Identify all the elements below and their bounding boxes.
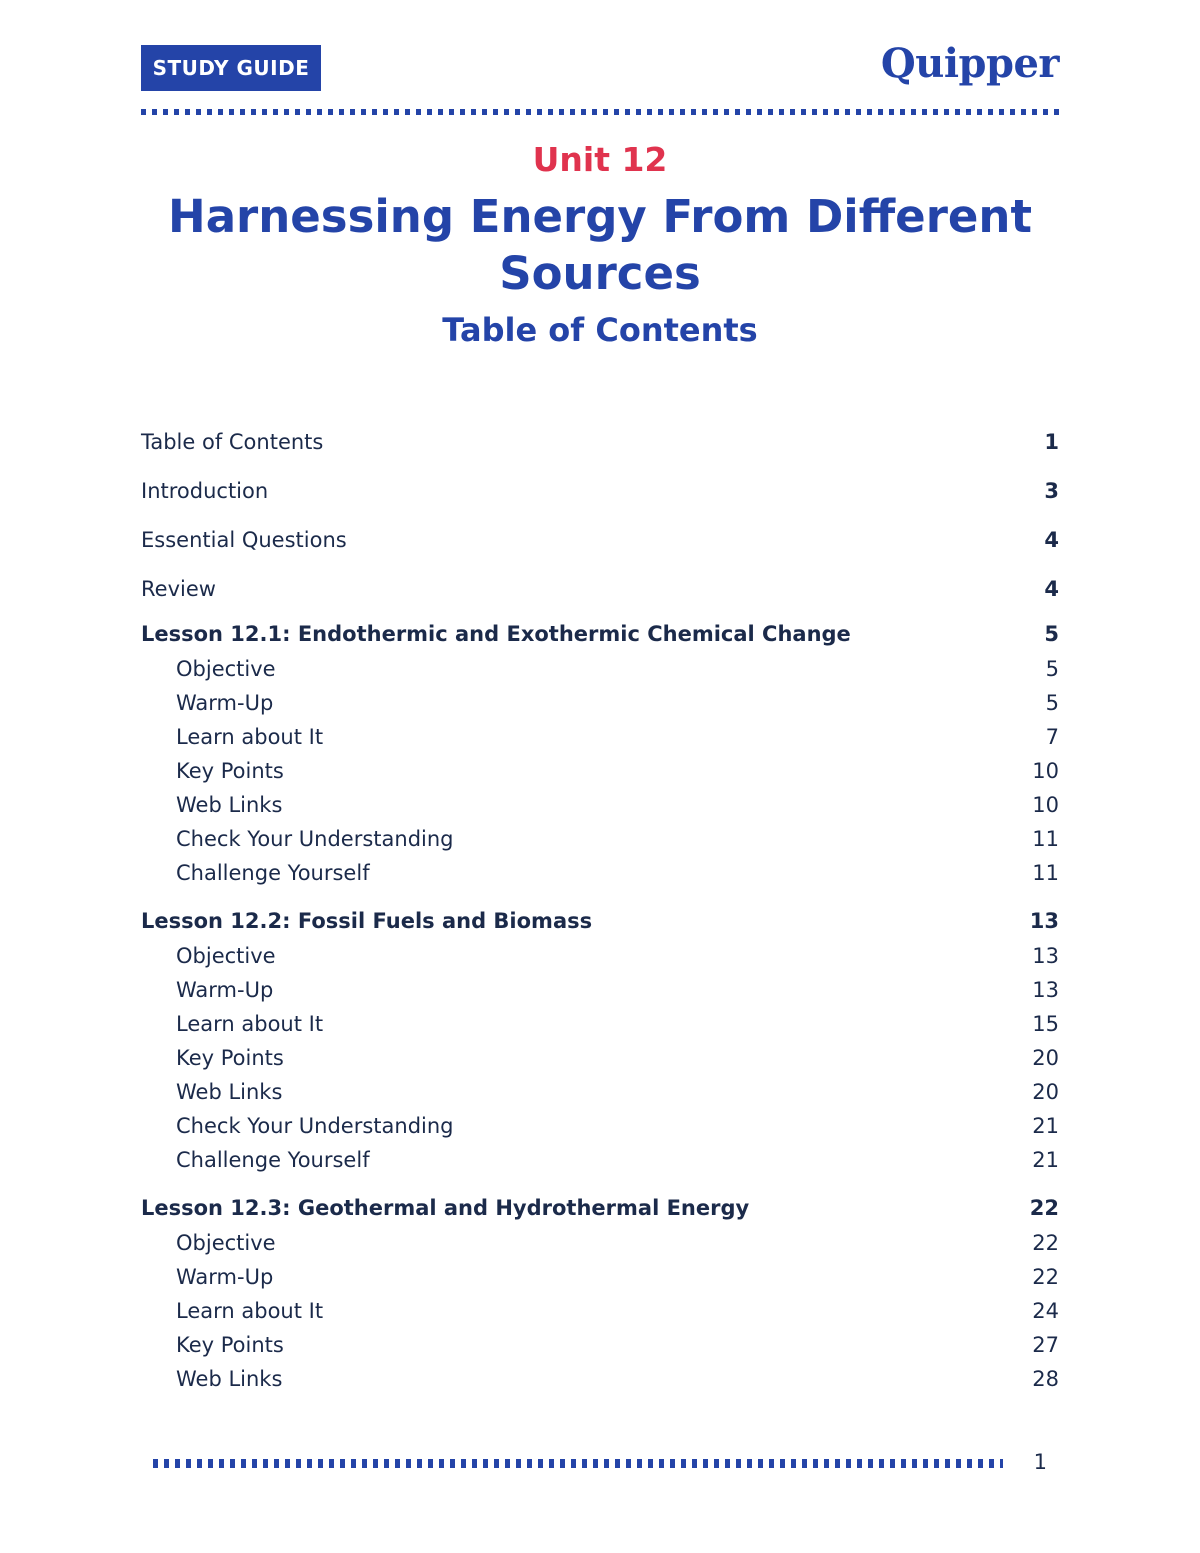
toc-subentry-page: 22 bbox=[1032, 1265, 1059, 1289]
toc-subentry[interactable] bbox=[141, 825, 1059, 859]
toc-subentry[interactable] bbox=[141, 1078, 1059, 1112]
toc-subentry[interactable] bbox=[141, 791, 1059, 825]
toc-subentry-label: Learn about It bbox=[176, 1299, 324, 1323]
toc-subentry-label: Check Your Understanding bbox=[176, 1114, 454, 1138]
toc-subentry-label: Warm-Up bbox=[176, 1265, 274, 1289]
quipper-logo: Quipper bbox=[880, 40, 1059, 87]
toc-subentry[interactable] bbox=[141, 859, 1059, 893]
toc-subentry-label: Challenge Yourself bbox=[176, 1148, 370, 1172]
table-of-contents bbox=[141, 424, 1059, 1399]
toc-subentry[interactable] bbox=[141, 1044, 1059, 1078]
toc-subentry[interactable] bbox=[141, 689, 1059, 723]
page-title: Harnessing Energy From Different Sources bbox=[168, 190, 1032, 300]
toc-lesson-page: 5 bbox=[1044, 622, 1059, 646]
toc-subentry-page: 22 bbox=[1032, 1231, 1059, 1255]
toc-subentry[interactable] bbox=[141, 1010, 1059, 1044]
toc-entry-label: Essential Questions bbox=[141, 528, 347, 552]
toc-subentry[interactable] bbox=[141, 1112, 1059, 1146]
toc-entry-page: 4 bbox=[1044, 528, 1059, 552]
toc-subentry-label: Key Points bbox=[176, 1333, 284, 1357]
toc-subentry-page: 5 bbox=[1045, 691, 1059, 715]
toc-lesson-label: Lesson 12.3: Geothermal and Hydrothermal Energy bbox=[141, 1196, 750, 1220]
toc-entry[interactable] bbox=[141, 424, 1059, 473]
toc-subentry[interactable] bbox=[141, 1146, 1059, 1180]
toc-subentry-page: 15 bbox=[1032, 1012, 1059, 1036]
toc-lesson-page: 22 bbox=[1029, 1196, 1059, 1220]
toc-entry[interactable] bbox=[141, 473, 1059, 522]
study-guide-badge: STUDY GUIDE bbox=[141, 45, 321, 91]
toc-subentry[interactable] bbox=[141, 1297, 1059, 1331]
toc-subentry-page: 5 bbox=[1045, 657, 1059, 681]
toc-subentry[interactable] bbox=[141, 757, 1059, 791]
toc-entry-label: Table of Contents bbox=[141, 430, 324, 454]
toc-subentry-label: Web Links bbox=[176, 793, 283, 817]
toc-subentry[interactable] bbox=[141, 1331, 1059, 1365]
top-dotted-divider bbox=[141, 109, 1059, 115]
toc-lesson-12-3[interactable] bbox=[141, 1194, 1059, 1229]
toc-subentry[interactable] bbox=[141, 942, 1059, 976]
toc-subentry-page: 21 bbox=[1032, 1148, 1059, 1172]
toc-subentry-label: Check Your Understanding bbox=[176, 827, 454, 851]
toc-subentry-label: Objective bbox=[176, 657, 276, 681]
toc-subentry-label: Warm-Up bbox=[176, 691, 274, 715]
toc-entry[interactable] bbox=[141, 571, 1059, 620]
toc-subentry-page: 20 bbox=[1032, 1080, 1059, 1104]
toc-subentry-page: 10 bbox=[1032, 793, 1059, 817]
toc-subentry-label: Web Links bbox=[176, 1080, 283, 1104]
toc-subentry-page: 27 bbox=[1032, 1333, 1059, 1357]
toc-lesson-page: 13 bbox=[1029, 909, 1059, 933]
toc-entry[interactable] bbox=[141, 522, 1059, 571]
toc-subentry[interactable] bbox=[141, 1365, 1059, 1399]
toc-subentry-page: 11 bbox=[1032, 861, 1059, 885]
toc-entry-label: Review bbox=[141, 577, 216, 601]
toc-subentry-page: 28 bbox=[1032, 1367, 1059, 1391]
toc-subentry-page: 24 bbox=[1032, 1299, 1059, 1323]
toc-subentry-label: Web Links bbox=[176, 1367, 283, 1391]
toc-subentry-page: 10 bbox=[1032, 759, 1059, 783]
toc-subentry-label: Challenge Yourself bbox=[176, 861, 370, 885]
toc-lesson-label: Lesson 12.2: Fossil Fuels and Biomass bbox=[141, 909, 593, 933]
bottom-dotted-divider bbox=[153, 1459, 1003, 1468]
toc-subentry[interactable] bbox=[141, 1263, 1059, 1297]
toc-subentry-page: 20 bbox=[1032, 1046, 1059, 1070]
toc-subentry[interactable] bbox=[141, 976, 1059, 1010]
toc-heading: Table of Contents bbox=[442, 311, 758, 349]
toc-lesson-12-2[interactable] bbox=[141, 907, 1059, 942]
unit-label: Unit 12 bbox=[532, 140, 668, 179]
toc-subentry-label: Objective bbox=[176, 1231, 276, 1255]
toc-entry-page: 4 bbox=[1044, 577, 1059, 601]
toc-subentry[interactable] bbox=[141, 655, 1059, 689]
toc-subentry-page: 11 bbox=[1032, 827, 1059, 851]
toc-lesson-label: Lesson 12.1: Endothermic and Exothermic Chemical Change bbox=[141, 622, 851, 646]
toc-subentry-page: 13 bbox=[1032, 944, 1059, 968]
toc-subentry-page: 13 bbox=[1032, 978, 1059, 1002]
toc-subentry-page: 21 bbox=[1032, 1114, 1059, 1138]
toc-subentry[interactable] bbox=[141, 1229, 1059, 1263]
toc-subentry[interactable] bbox=[141, 723, 1059, 757]
toc-subentry-page: 7 bbox=[1045, 725, 1059, 749]
toc-entry-page: 3 bbox=[1044, 479, 1059, 503]
toc-subentry-label: Learn about It bbox=[176, 1012, 324, 1036]
page-number: 1 bbox=[1033, 1450, 1047, 1474]
toc-subentry-label: Key Points bbox=[176, 1046, 284, 1070]
toc-lesson-12-1[interactable] bbox=[141, 620, 1059, 655]
toc-subentry-label: Objective bbox=[176, 944, 276, 968]
toc-subentry-label: Learn about It bbox=[176, 725, 324, 749]
toc-entry-label: Introduction bbox=[141, 479, 269, 503]
toc-entry-page: 1 bbox=[1044, 430, 1059, 454]
toc-subentry-label: Warm-Up bbox=[176, 978, 274, 1002]
toc-subentry-label: Key Points bbox=[176, 759, 284, 783]
